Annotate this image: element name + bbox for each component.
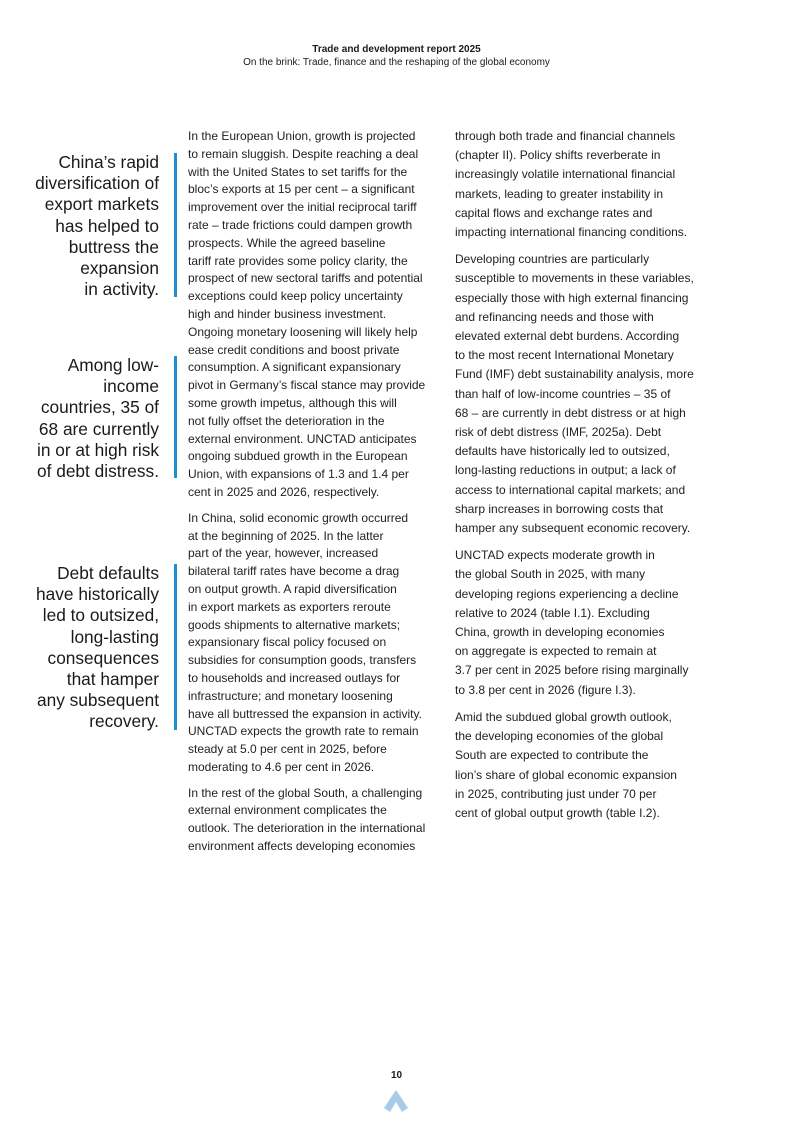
paragraph-growth-outlook: UNCTAD expects moderate growth in the global South in 2025, with many developing regions experiencing a decline relative to 2024 (table I.1). Excluding China, growth in developing economies on aggregate is expected to remain at 3.7 per cent in 2025 before rising marginally to 3.8 per cent in 2026 (figure I.3). [455, 548, 689, 697]
pull-quote-bar-3 [174, 564, 177, 730]
pull-quote-bar-1 [174, 153, 177, 297]
body-column-left [188, 128, 438, 864]
paragraph-financial-channels: through both trade and financial channels (chapter II). Policy shifts reverberate in increasingly volatile international financial markets, leading to greater instability in capital flows and exchange rates and impacting international financing conditions. [455, 129, 688, 240]
paragraph-global-south: In the rest of the global South, a challenging external environment complicates the outlook. The deterioration in the international environment affects developing economies [188, 785, 426, 854]
pull-quote-2: Among low- income countries, 35 of 68 are currently in or at high risk of debt distress. [37, 355, 159, 482]
report-title: Trade and development report 2025 [312, 44, 481, 55]
pull-quote-bar-2 [174, 356, 177, 478]
page-header [0, 43, 793, 69]
paragraph-european-union: In the European Union, growth is projected to remain sluggish. Despite reaching a deal with the United States to set tariffs for the bloc’s exports at 15 per cent – a significant improvement over the initial reciprocal tariff rate – trade frictions could dampen growth prospects. While the agreed baseline tariff rate provides some policy clarity, the prospect of new sectoral tariffs and potential exceptions could keep policy uncertainty high and hinder business investment. Ongoing monetary loosening will likely help ease credit conditions and boost private consumption. A significant expansionary pivot in Germany’s fiscal stance may provide some growth impetus, although this will not fully offset the deterioration in the external environment. UNCTAD anticipates ongoing subdued growth in the European Union, with expansions of 1.3 and 1.4 per cent in 2025 and 2026, respectively. [188, 129, 426, 499]
paragraph-china: In China, solid economic growth occurred at the beginning of 2025. In the latter part of the year, however, increased bilateral tariff rates have become a drag on output growth. A rapid diversification in export markets as exporters reroute goods shipments to alternative markets; expansionary fiscal policy focused on subsidies for consumption goods, transfers to households and increased outlays for infrastructure; and monetary loosening have all buttressed the expansion in activity. UNCTAD expects the growth rate to remain steady at 5.0 per cent in 2025, before moderating to 4.6 per cent in 2026. [188, 510, 422, 774]
pull-quote-1: China’s rapid diversification of export markets has helped to buttress the expansion in activity. [35, 152, 159, 300]
pull-quote-3: Debt defaults have historically led to outsized, long-lasting consequences that hamper any subsequent recovery. [36, 563, 159, 732]
up-arrow-icon[interactable] [382, 1088, 410, 1114]
paragraph-debt-distress: Developing countries are particularly susceptible to movements in these variables, especially those with high external financing and refinancing needs and those with elevated external debt burdens. According to the most recent International Monetary Fund (IMF) debt sustainability analysis, more than half of low-income countries – 35 of 68 – are currently in debt distress or at high risk of debt distress (IMF, 2025a). Debt defaults have historically led to outsized, long-lasting reductions in output; a lack of access to international capital markets; and sharp increases in borrowing costs that hamper any subsequent economic recovery. [455, 252, 694, 536]
page-number: 10 [390, 1070, 403, 1081]
body-column-right [455, 127, 710, 831]
report-subtitle: On the brink: Trade, finance and the reshaping of the global economy [243, 57, 550, 68]
paragraph-global-contribution: Amid the subdued global growth outlook, the developing economies of the global South are expected to contribute the lion’s share of global economic expansion in 2025, contributing just under 70 per cent of global output growth (table I.2). [455, 709, 677, 820]
